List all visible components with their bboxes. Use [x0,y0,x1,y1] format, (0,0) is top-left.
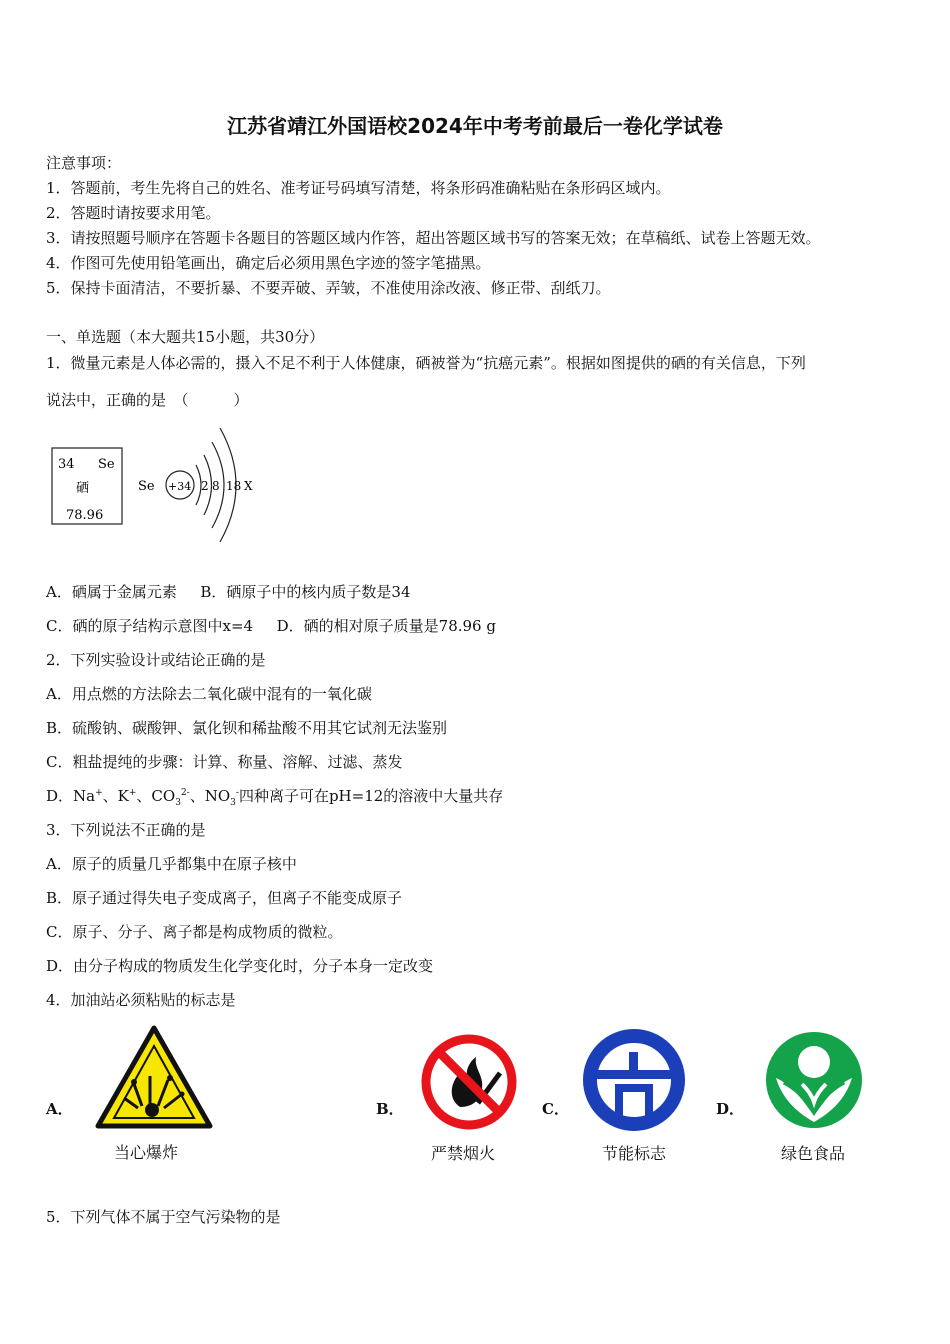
element-mass: 78.96 [66,508,104,523]
ion-no3-subscript: 3 [230,798,236,808]
q1-option-a[interactable]: A．硒属于金属元素 [46,583,177,601]
q4-stem: 4．加油站必须粘贴的标志是 [46,991,236,1009]
ion-k-charge: + [128,788,137,798]
page-title: 江苏省靖江外国语校2024年中考考前最后一卷化学试卷 [227,114,723,138]
q2-option-a[interactable]: A．用点燃的方法除去二氧化碳中混有的一氧化碳 [46,685,372,703]
q4-option-c-letter[interactable]: C． [542,1100,569,1118]
atom-symbol: Se [138,479,155,494]
q2-option-c[interactable]: C．粗盐提纯的步骤：计算、称量、溶解、过滤、蒸发 [46,753,403,771]
ion-co3-subscript: 3 [175,798,181,808]
ion-k: 、K [102,787,129,805]
explosion-warning-icon [94,1024,214,1132]
q2-option-b[interactable]: B．硫酸钠、碳酸钾、氯化钡和稀盐酸不用其它试剂无法鉴别 [46,719,448,737]
ion-co3: 、CO [136,787,176,805]
notice-item-5: 5．保持卡面清洁，不要折暴、不要弄破、弄皱，不准使用涂改液、修正带、刮纸刀。 [46,279,611,297]
ion-co3-charge: 2- [180,788,190,798]
element-number: 34 [58,457,75,472]
q4-option-d-letter[interactable]: D． [716,1100,745,1118]
q1-option-row-1 [46,581,411,602]
q1-option-b[interactable]: B．硒原子中的核内质子数是34 [200,583,411,601]
q4-option-c-caption: 节能标志 [602,1144,667,1163]
notice-heading: 注意事项： [46,154,122,172]
energy-saving-icon [583,1028,685,1132]
q4-option-b-letter[interactable]: B． [376,1100,404,1118]
notice-item-4: 4．作图可先使用铅笔画出，确定后必须用黑色字迹的签字笔描黑。 [46,254,491,272]
notice-item-1: 1．答题前，考生先将自己的姓名、准考证号码填写清楚，将条形码准确粘贴在条形码区域内。 [46,179,671,197]
no-fire-icon [420,1033,518,1131]
shell-electrons-4: X [244,479,253,493]
green-food-icon [762,1028,866,1132]
q1-stem-line1: 1．微量元素是人体必需的，摄入不足不利于人体健康，硒被誉为“抗癌元素”。根据如图提供的硒的有关信息，下列 [46,354,806,372]
q2-stem: 2．下列实验设计或结论正确的是 [46,651,266,669]
q3-stem: 3．下列说法不正确的是 [46,821,206,839]
ion-na-charge: + [95,788,103,798]
element-symbol: Se [98,457,115,472]
q4-option-d-caption: 绿色食品 [781,1144,846,1163]
q4-option-b-caption: 严禁烟火 [431,1144,496,1163]
nucleus-charge: +34 [168,480,192,493]
q1-stem-line2: 说法中，正确的是 （ ） [46,391,249,409]
q3-option-d[interactable]: D．由分子构成的物质发生化学变化时，分子本身一定改变 [46,957,434,975]
shell-electrons-3: 18 [226,479,242,493]
ion-no3-charge: - [235,788,239,798]
ion-no3: 、NO [189,787,231,805]
q1-option-row-2 [46,615,496,636]
q3-option-b[interactable]: B．原子通过得失电子变成离子，但离子不能变成原子 [46,889,403,907]
element-name: 硒 [76,481,90,496]
notice-item-2: 2．答题时请按要求用笔。 [46,204,221,222]
ion-na: D．Na [46,787,96,805]
section-heading: 一、单选题（本大题共15小题，共30分） [46,328,325,346]
q4-option-a-letter[interactable]: A． [46,1100,73,1118]
shell-electrons-1: 2 [201,479,209,493]
notice-item-3: 3．请按照题号顺序在答题卡各题目的答题区域内作答，超出答题区域书写的答案无效；在草稿纸、试卷上答题无效。 [46,229,821,247]
q4-option-a-caption: 当心爆炸 [114,1143,179,1162]
q5-stem: 5．下列气体不属于空气污染物的是 [46,1208,281,1226]
q1-option-c[interactable]: C．硒的原子结构示意图中x=4 [46,617,254,635]
q1-option-d[interactable]: D．硒的相对原子质量是78.96 g [276,617,496,635]
q3-option-a[interactable]: A．原子的质量几乎都集中在原子核中 [46,855,297,873]
q3-option-c[interactable]: C．原子、分子、离子都是构成物质的微粒。 [46,923,343,941]
selenium-figure [46,420,276,550]
q2-option-d-rest: 四种离子可在pH=12的溶液中大量共存 [238,787,504,805]
q2-option-d[interactable] [46,785,503,808]
shell-electrons-2: 8 [212,479,220,493]
